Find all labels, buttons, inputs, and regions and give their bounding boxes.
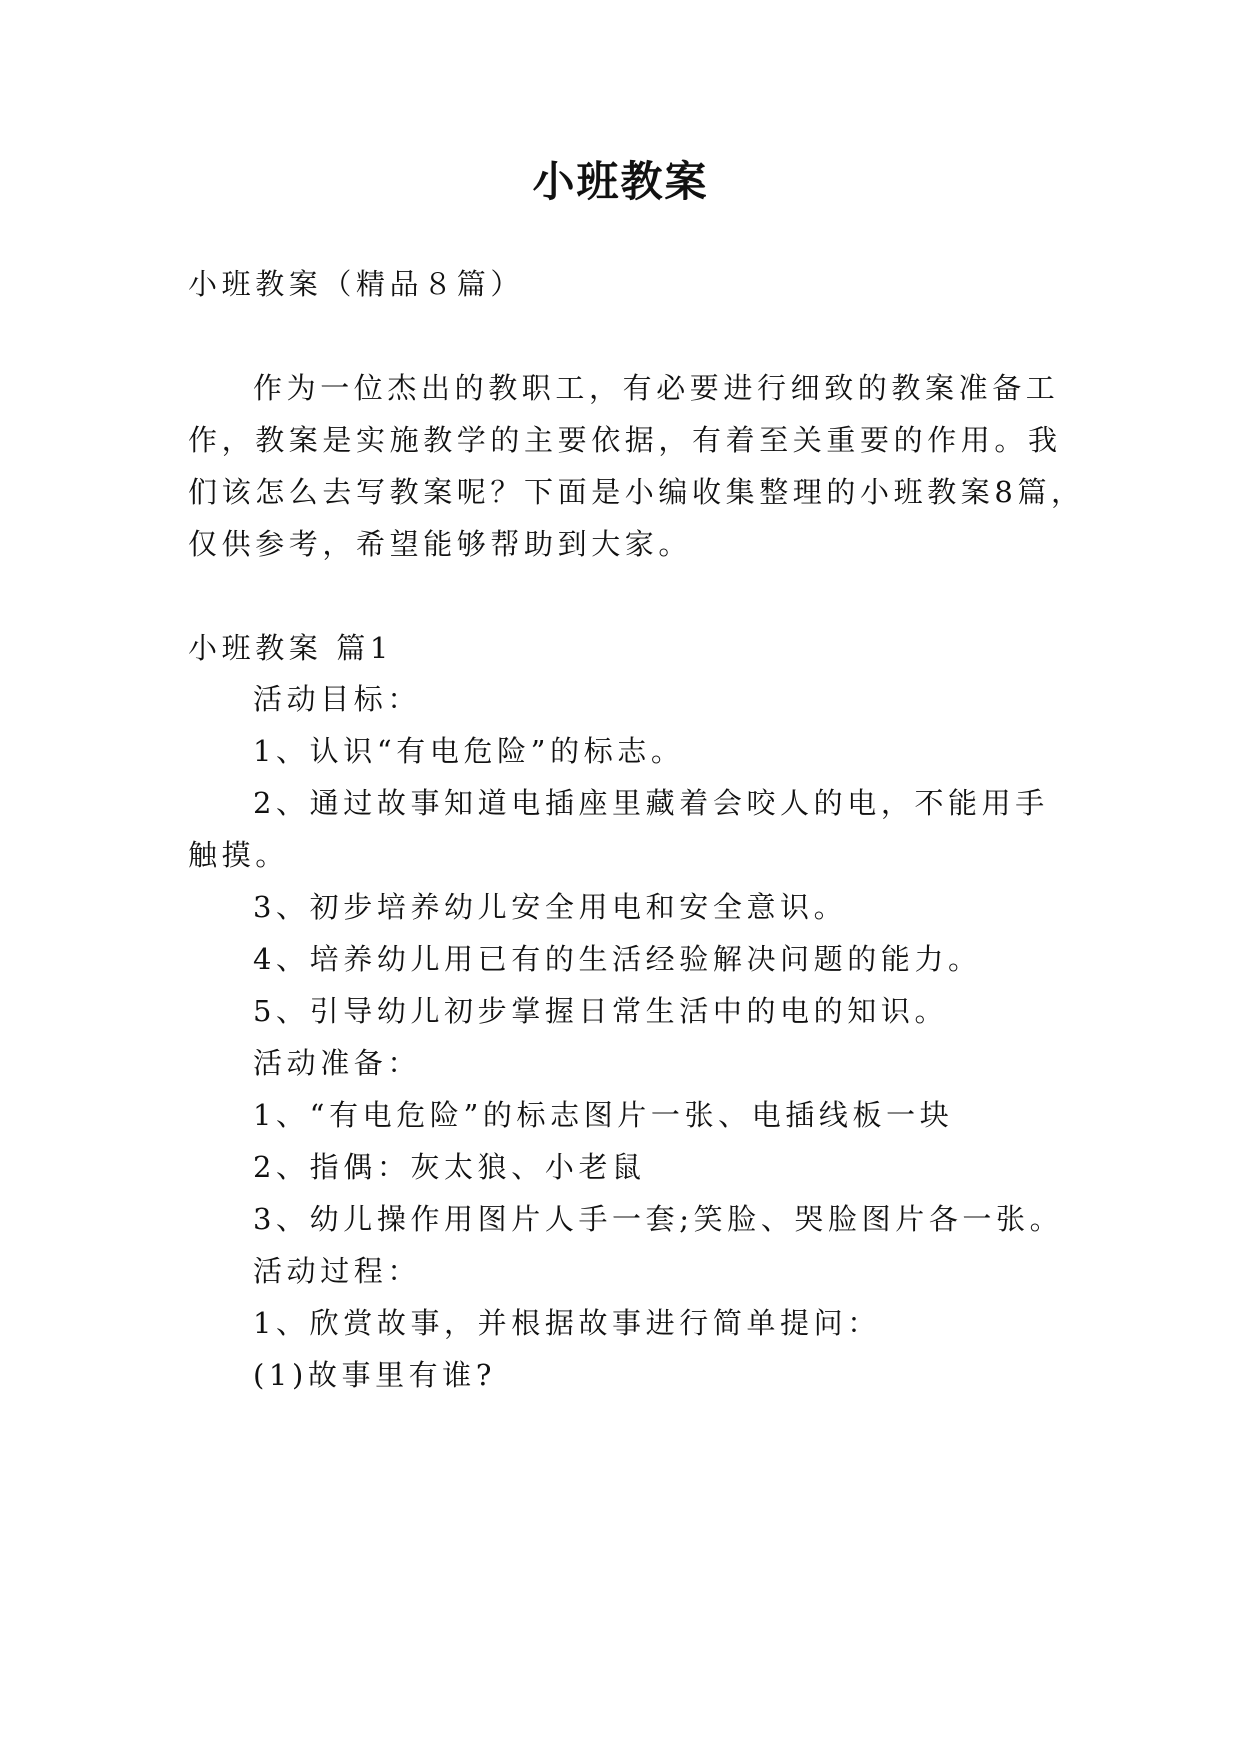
body-line: 2、通过故事知道电插座里藏着会咬人的电，不能用手 bbox=[253, 786, 1049, 820]
body-line: 活动准备： bbox=[253, 1046, 422, 1080]
body-line: 4、培养幼儿用已有的生活经验解决问题的能力。 bbox=[253, 942, 982, 976]
section-heading: 小班教案 篇1 bbox=[188, 631, 393, 665]
body-line: 活动目标： bbox=[253, 682, 422, 716]
body-line: 触摸。 bbox=[188, 838, 289, 872]
body-line: 5、引导幼儿初步掌握日常生活中的电的知识。 bbox=[253, 994, 949, 1028]
body-line: 3、初步培养幼儿安全用电和安全意识。 bbox=[253, 890, 848, 924]
body-line: (1)故事里有谁? bbox=[253, 1358, 497, 1392]
document-subtitle: 小班教案（精品８篇） bbox=[188, 267, 525, 301]
body-line: 3、幼儿操作用图片人手一套;笑脸、哭脸图片各一张。 bbox=[253, 1202, 1064, 1236]
body-line: 1、欣赏故事，并根据故事进行简单提问： bbox=[253, 1306, 881, 1340]
body-line: 1、“有电危险”的标志图片一张、电插线板一块 bbox=[253, 1098, 954, 1132]
intro-line: 们该怎么去写教案呢？下面是小编收集整理的小班教案8篇， bbox=[188, 475, 1085, 509]
body-line: 活动过程： bbox=[253, 1254, 422, 1288]
document-title: 小班教案 bbox=[532, 157, 709, 206]
intro-line: 作，教案是实施教学的主要依据，有着至关重要的作用。我 bbox=[188, 423, 1062, 457]
intro-line: 仅供参考，希望能够帮助到大家。 bbox=[188, 527, 693, 561]
body-line: 2、指偶：灰太狼、小老鼠 bbox=[253, 1150, 646, 1184]
intro-line: 作为一位杰出的教职工，有必要进行细致的教案准备工 bbox=[253, 371, 1060, 405]
body-line: 1、认识“有电危险”的标志。 bbox=[253, 734, 685, 768]
